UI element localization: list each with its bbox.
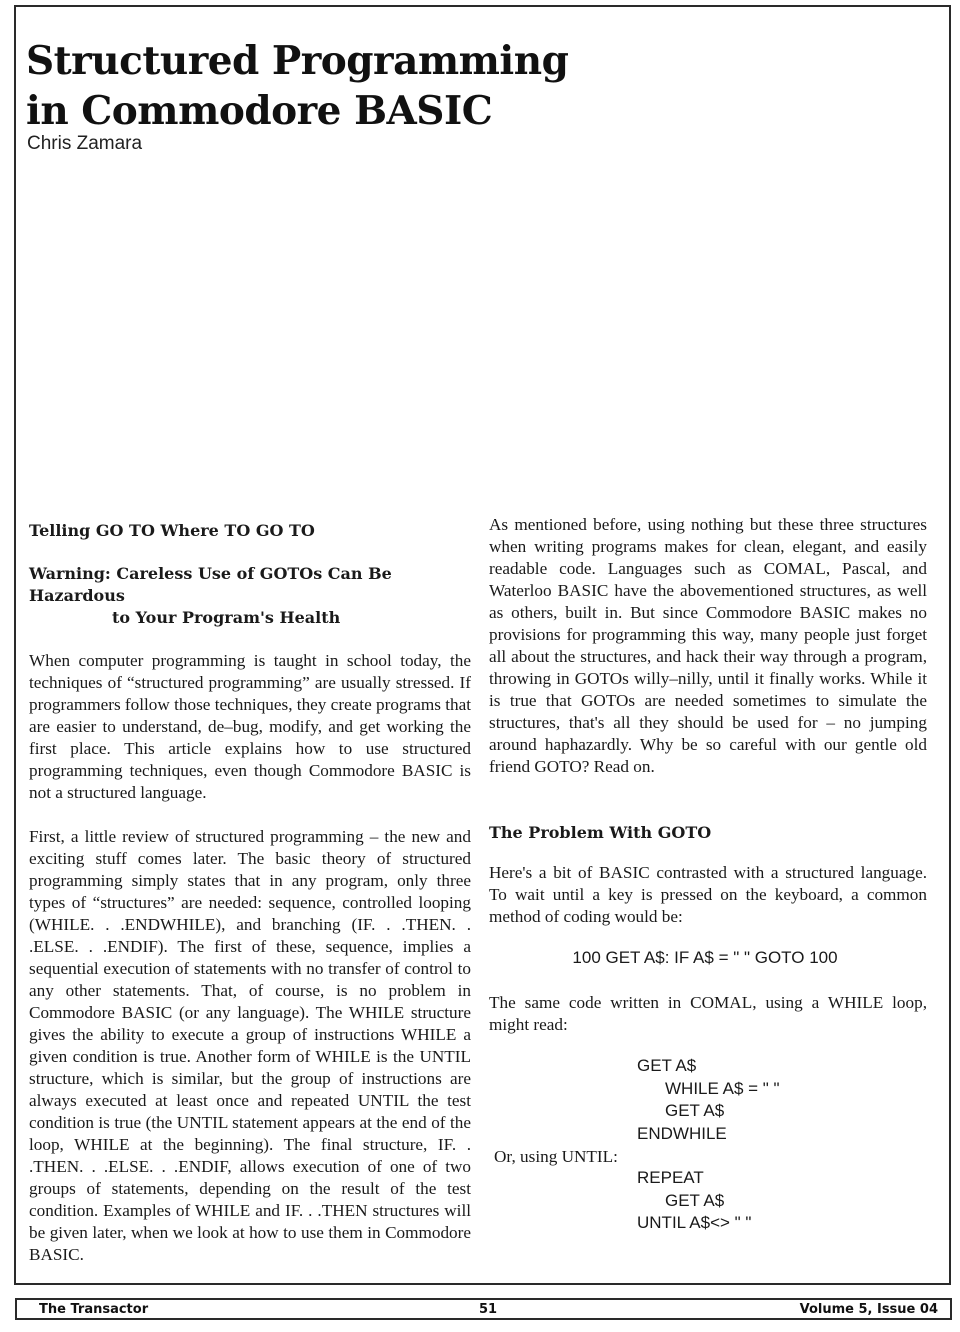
code-line: UNTIL A$<> " " <box>637 1213 752 1232</box>
code-comal-while <box>489 1055 927 1145</box>
paragraph-comal-example: The same code written in COMAL, using a WHILE loop, might read: <box>489 993 927 1034</box>
paragraph-review: First, a little review of structured programming – the new and exciting stuff comes later. The basic theory of structured programming simply states that in any program, only three types of “structures” are needed: sequence, controlled looping (WHILE. . .ENDWHILE), and branching (IF. . .THEN. . .ELSE. . .ENDIF). The first of these, sequence, implies a sequential execution of statements with no transfer of control to any other statements. That, of course, is no problem in Commodore BASIC (or any language). The WHILE structure gives the ability to execute a group of instructions WHILE a given condition is true. Another form of WHILE is the UNTIL structure, which is similar, but the group of instructions are always executed at least once and repeated UNTIL the test condition is true (the UNTIL statement appears at the end of the loop, WHILE at the beginning). The final structure, IF. . .THEN. . .ELSE. . .ENDIF, allows execution of one of two groups of statements, depending on the result of the test condition. Examples of WHILE and IF. . .THEN structures will be given later, when we look at how to use them in Commodore BASIC. <box>29 827 471 1264</box>
paragraph-mentioned: As mentioned before, using nothing but these three structures when writing programs makes for clean, elegant, and easily readable code. Languages such as COMAL, Pascal, and Waterloo BASIC have the abovementioned structures, as well as others, built in. But since Commodore BASIC makes no provisions for programming this way, many people just forget all about the structures, and hack their way through a program, throwing in GOTOs willy–nilly, until it finally works. While it is true that GOTOs are needed sometimes to simulate the structures, that's all they should be used for – no jumping around haphazardly. Why be so careful with our gentle old friend GOTO? Read on. <box>489 515 927 776</box>
code-line: GET A$ <box>665 1190 725 1210</box>
issue-label: Volume 5, Issue 04 <box>799 1302 938 1317</box>
title-line-2: in Commodore BASIC <box>26 88 493 134</box>
publication-name: The Transactor <box>39 1302 149 1317</box>
title-line-1: Structured Programming <box>26 38 569 84</box>
code-line: WHILE A$ = " " <box>665 1078 780 1098</box>
warning-line-1: Warning: Careless Use of GOTOs Can Be Hazardous <box>29 564 392 605</box>
left-column <box>29 516 471 1266</box>
code-basic-goto: 100 GET A$: IF A$ = " " GOTO 100 <box>572 948 838 967</box>
article-title <box>26 36 568 136</box>
or-using-until-row <box>489 1145 927 1167</box>
warning-subheading <box>29 563 471 629</box>
section-heading-problem: The Problem With GOTO <box>489 823 712 842</box>
section-heading-goto: Telling GO TO Where TO GO TO <box>29 521 315 540</box>
right-column <box>489 514 927 1235</box>
code-line: ENDWHILE <box>637 1123 727 1143</box>
page-footer <box>15 1298 952 1320</box>
code-line: GET A$ <box>665 1101 725 1120</box>
paragraph-intro: When computer programming is taught in school today, the techniques of “structured programming” are usually stressed. If programmers follow those techniques, they create programs that are easier to understand, de–bug, modify, and get working the first place. This article explains how to use structured programming techniques, even though Commodore BASIC is not a structured language. <box>29 651 471 802</box>
code-line: GET A$ <box>637 1056 697 1075</box>
code-comal-until <box>489 1167 927 1235</box>
page-number: 51 <box>479 1302 498 1317</box>
or-using-until-label: Or, using UNTIL: <box>494 1147 618 1166</box>
paragraph-basic-example: Here's a bit of BASIC contrasted with a structured language. To wait until a key is pressed on the keyboard, a common method of coding would be: <box>489 863 927 926</box>
warning-line-2: to Your Program's Health <box>112 608 341 627</box>
code-line: REPEAT <box>637 1168 704 1187</box>
author-byline: Chris Zamara <box>27 133 143 154</box>
